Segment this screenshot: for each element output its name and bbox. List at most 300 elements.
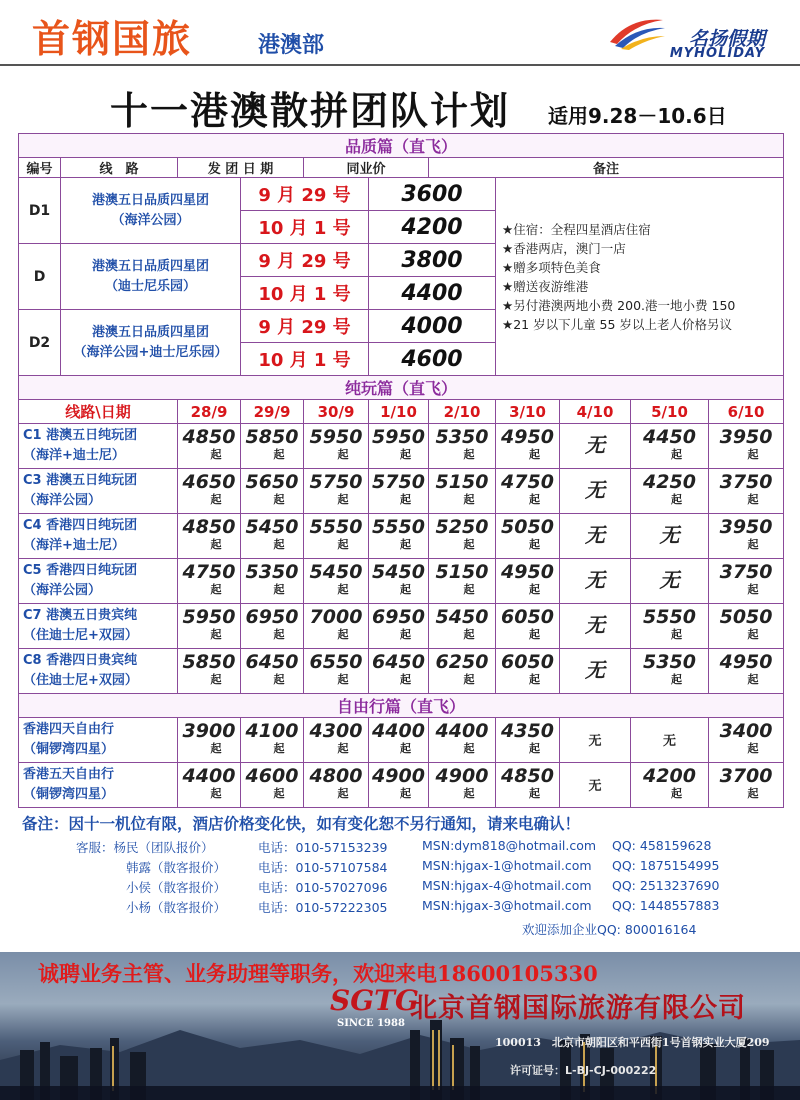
price-cell bbox=[178, 559, 241, 604]
trade-price: 4000 bbox=[369, 310, 496, 343]
price-cell bbox=[369, 604, 429, 649]
price-value: 5450 bbox=[309, 561, 363, 583]
note-item: ★住宿：全程四星酒店住宿 bbox=[502, 221, 651, 237]
company-banner bbox=[0, 952, 800, 1100]
price-cell bbox=[560, 649, 631, 694]
pure-row bbox=[19, 604, 784, 649]
price-cell bbox=[560, 469, 631, 514]
price-value: 5450 bbox=[435, 606, 489, 628]
price-suffix: 起 bbox=[273, 742, 285, 755]
price-suffix: 起 bbox=[463, 742, 475, 755]
pure-section-title: 纯玩篇（直飞） bbox=[19, 376, 784, 400]
price-suffix: 起 bbox=[463, 787, 475, 800]
price-value: 4750 bbox=[501, 471, 554, 493]
price-cell bbox=[709, 514, 784, 559]
price-suffix: 起 bbox=[210, 628, 222, 641]
tour-route bbox=[61, 244, 241, 310]
price-value: 6050 bbox=[501, 606, 554, 628]
price-cell bbox=[241, 559, 304, 604]
price-cell bbox=[496, 763, 560, 808]
price-cell bbox=[631, 718, 709, 763]
note-item: ★21 岁以下儿童 55 岁以上老人价格另议 bbox=[502, 316, 732, 332]
price-value: 5450 bbox=[372, 561, 425, 583]
route-name bbox=[19, 718, 178, 763]
price-cell bbox=[178, 424, 241, 469]
price-cell bbox=[178, 763, 241, 808]
price-value: 5550 bbox=[309, 516, 363, 538]
enterprise-qq: 欢迎添加企业QQ: 800016164 bbox=[522, 922, 697, 937]
date-column-header: 3/10 bbox=[496, 400, 560, 424]
price-cell bbox=[178, 604, 241, 649]
departure-date: 10 月 1 号 bbox=[241, 277, 369, 310]
price-value: 5950 bbox=[309, 426, 363, 448]
free-section-row bbox=[19, 694, 784, 718]
tour-code: D1 bbox=[19, 178, 61, 244]
brand-name: 首钢国旅 bbox=[32, 17, 193, 61]
date-range: 适用9.28－10.6日 bbox=[548, 104, 727, 128]
route-line-2: （海洋公园） bbox=[111, 212, 190, 228]
price-cell bbox=[241, 604, 304, 649]
contact-phone: 电话：010-57153239 bbox=[258, 840, 388, 855]
price-value: 5850 bbox=[245, 426, 299, 448]
price-suffix: 起 bbox=[529, 493, 540, 506]
route-name bbox=[19, 514, 178, 559]
price-value: 4600 bbox=[245, 765, 299, 787]
tour-route bbox=[61, 310, 241, 376]
price-value: 4300 bbox=[309, 720, 363, 742]
route-line-2: （海洋公园） bbox=[23, 493, 102, 508]
departure-date: 10 月 1 号 bbox=[241, 343, 369, 376]
route-line-1: C8 香港四日贵宾纯 bbox=[23, 653, 138, 668]
price-value: 4200 bbox=[643, 765, 696, 787]
price-cell bbox=[241, 718, 304, 763]
price-suffix: 起 bbox=[400, 583, 411, 596]
price-cell bbox=[560, 718, 631, 763]
price-cell bbox=[369, 763, 429, 808]
price-suffix: 起 bbox=[747, 493, 759, 506]
price-cell bbox=[709, 469, 784, 514]
price-value: 3950 bbox=[719, 516, 773, 538]
price-value: 6550 bbox=[309, 651, 363, 673]
price-cell bbox=[304, 604, 369, 649]
price-suffix: 起 bbox=[463, 538, 475, 551]
price-value: 5050 bbox=[719, 606, 773, 628]
price-value: 3900 bbox=[182, 720, 236, 742]
price-suffix: 起 bbox=[273, 628, 285, 641]
price-cell bbox=[304, 424, 369, 469]
tour-route bbox=[61, 178, 241, 244]
price-value: 4900 bbox=[435, 765, 489, 787]
price-suffix: 起 bbox=[463, 448, 475, 461]
price-suffix: 起 bbox=[273, 538, 285, 551]
price-suffix: 起 bbox=[210, 787, 222, 800]
date-column-header: 6/10 bbox=[709, 400, 784, 424]
route-name bbox=[19, 559, 178, 604]
price-suffix: 起 bbox=[747, 673, 759, 686]
price-cell bbox=[631, 604, 709, 649]
contact-phone: 电话：010-57107584 bbox=[258, 860, 388, 875]
price-value: 5050 bbox=[501, 516, 554, 538]
since-text: SINCE 1988 bbox=[337, 1018, 405, 1029]
pure-date-header-row bbox=[19, 400, 784, 424]
price-cell bbox=[631, 763, 709, 808]
price-value: 3400 bbox=[719, 720, 773, 742]
price-suffix: 起 bbox=[400, 673, 411, 686]
price-suffix: 起 bbox=[400, 742, 411, 755]
price-value: 4100 bbox=[245, 720, 299, 742]
price-value: 5850 bbox=[182, 651, 236, 673]
note-item: ★赠多项特色美食 bbox=[502, 259, 601, 275]
price-cell bbox=[631, 469, 709, 514]
price-cell bbox=[560, 604, 631, 649]
price-cell bbox=[369, 559, 429, 604]
contact-row bbox=[0, 838, 800, 858]
route-name bbox=[19, 763, 178, 808]
price-cell bbox=[709, 604, 784, 649]
route-line-1: C7 港澳五日贵宾纯 bbox=[23, 608, 138, 623]
price-suffix: 起 bbox=[337, 448, 349, 461]
price-suffix: 起 bbox=[463, 628, 475, 641]
contact-phone: 电话：010-57222305 bbox=[258, 900, 388, 915]
unavailable-mark: 无 bbox=[588, 778, 602, 794]
price-cell bbox=[369, 718, 429, 763]
contact-qq: QQ: 1448557883 bbox=[612, 898, 720, 913]
price-suffix: 起 bbox=[747, 538, 759, 551]
contact-msn[interactable]: MSN:hjgax-1@hotmail.com bbox=[422, 858, 592, 873]
price-suffix: 起 bbox=[671, 448, 682, 461]
route-line-2: （海洋+迪士尼） bbox=[23, 538, 125, 553]
pure-row bbox=[19, 649, 784, 694]
price-cell bbox=[304, 718, 369, 763]
price-cell bbox=[709, 559, 784, 604]
price-suffix: 起 bbox=[273, 493, 285, 506]
contact-msn[interactable]: MSN:dym818@hotmail.com bbox=[422, 838, 597, 853]
route-line-1: C5 香港四日纯玩团 bbox=[23, 563, 138, 578]
route-line-2: （海洋公园+迪士尼乐园） bbox=[73, 344, 228, 360]
pure-row bbox=[19, 559, 784, 604]
price-cell bbox=[178, 469, 241, 514]
unavailable-mark: 无 bbox=[585, 568, 605, 592]
price-cell bbox=[178, 649, 241, 694]
price-cell bbox=[304, 469, 369, 514]
departure-date: 9 月 29 号 bbox=[241, 310, 369, 343]
price-cell bbox=[496, 604, 560, 649]
price-value: 5350 bbox=[643, 651, 696, 673]
price-value: 6950 bbox=[372, 606, 425, 628]
price-cell bbox=[241, 763, 304, 808]
tour-code: D bbox=[19, 244, 61, 310]
price-value: 4400 bbox=[435, 720, 489, 742]
price-suffix: 起 bbox=[747, 448, 759, 461]
price-value: 5950 bbox=[182, 606, 236, 628]
contact-name: 小杨（散客报价） bbox=[126, 900, 227, 915]
trade-price: 4400 bbox=[369, 277, 496, 310]
route-line-1: 港澳五日品质四星团 bbox=[91, 324, 209, 340]
price-suffix: 起 bbox=[400, 787, 411, 800]
page-title: 十一港澳散拼团队计划 bbox=[110, 89, 511, 133]
trade-price: 3800 bbox=[369, 244, 496, 277]
quality-column-header: 备注 bbox=[429, 158, 784, 178]
price-suffix: 起 bbox=[463, 493, 475, 506]
route-line-2: （铜锣湾四星） bbox=[23, 742, 115, 757]
quality-section-title: 品质篇（直飞） bbox=[19, 134, 784, 158]
trade-price: 3600 bbox=[369, 178, 496, 211]
company-name: 北京首钢国际旅游有限公司 bbox=[410, 993, 746, 1024]
price-cell bbox=[429, 604, 496, 649]
price-cell bbox=[429, 559, 496, 604]
price-value: 4400 bbox=[182, 765, 236, 787]
price-cell bbox=[241, 469, 304, 514]
pure-row bbox=[19, 469, 784, 514]
price-cell bbox=[241, 514, 304, 559]
price-suffix: 起 bbox=[747, 628, 759, 641]
price-value: 5450 bbox=[245, 516, 299, 538]
route-line-2: （铜锣湾四星） bbox=[23, 787, 115, 802]
logo-cn-text: 名扬假期 bbox=[688, 28, 765, 50]
price-suffix: 起 bbox=[337, 538, 349, 551]
route-date-corner: 线路\日期 bbox=[19, 400, 178, 424]
pure-row bbox=[19, 424, 784, 469]
route-line-1: 港澳五日品质四星团 bbox=[91, 192, 209, 208]
price-value: 4750 bbox=[182, 561, 236, 583]
price-value: 5550 bbox=[372, 516, 425, 538]
price-value: 6450 bbox=[372, 651, 425, 673]
route-line-1: C3 港澳五日纯玩团 bbox=[23, 473, 138, 488]
price-cell bbox=[304, 649, 369, 694]
unavailable-mark: 无 bbox=[585, 523, 605, 547]
swoosh-icon bbox=[605, 12, 665, 52]
price-value: 4450 bbox=[643, 426, 696, 448]
price-value: 4850 bbox=[182, 426, 236, 448]
route-line-1: 香港四天自由行 bbox=[23, 722, 115, 737]
price-suffix: 起 bbox=[529, 742, 540, 755]
route-line-1: 香港五天自由行 bbox=[23, 767, 115, 782]
price-value: 5250 bbox=[435, 516, 489, 538]
route-name bbox=[19, 604, 178, 649]
price-value: 3750 bbox=[719, 561, 773, 583]
price-cell bbox=[369, 514, 429, 559]
price-value: 5150 bbox=[435, 471, 489, 493]
route-line-2: （迪士尼乐园） bbox=[104, 278, 196, 294]
date-column-header: 29/9 bbox=[241, 400, 304, 424]
price-cell bbox=[241, 424, 304, 469]
price-suffix: 起 bbox=[671, 493, 682, 506]
price-cell bbox=[709, 649, 784, 694]
trade-price: 4600 bbox=[369, 343, 496, 376]
price-suffix: 起 bbox=[273, 787, 285, 800]
price-suffix: 起 bbox=[273, 583, 285, 596]
price-value: 5650 bbox=[245, 471, 299, 493]
price-cell bbox=[241, 649, 304, 694]
price-cell bbox=[369, 469, 429, 514]
price-suffix: 起 bbox=[400, 448, 411, 461]
unavailable-mark: 无 bbox=[588, 733, 602, 749]
quality-section-row bbox=[19, 134, 784, 158]
date-column-header: 30/9 bbox=[304, 400, 369, 424]
note-item: ★香港两店，澳门一店 bbox=[502, 240, 626, 256]
pure-section-row bbox=[19, 376, 784, 400]
price-cell bbox=[709, 718, 784, 763]
price-suffix: 起 bbox=[273, 448, 285, 461]
free-row bbox=[19, 763, 784, 808]
price-cell bbox=[631, 514, 709, 559]
price-suffix: 起 bbox=[400, 493, 411, 506]
contact-row bbox=[0, 858, 800, 878]
price-suffix: 起 bbox=[337, 787, 349, 800]
price-cell bbox=[429, 469, 496, 514]
price-suffix: 起 bbox=[529, 538, 540, 551]
price-value: 4250 bbox=[643, 471, 696, 493]
route-line-1: 港澳五日品质四星团 bbox=[91, 258, 209, 274]
contact-row bbox=[0, 878, 800, 898]
date-column-header: 2/10 bbox=[429, 400, 496, 424]
price-cell bbox=[560, 559, 631, 604]
quality-column-header: 发 团 日 期 bbox=[178, 158, 304, 178]
notes-cell bbox=[496, 178, 784, 376]
quality-column-header: 同业价 bbox=[304, 158, 429, 178]
myholiday-logo bbox=[605, 8, 785, 61]
route-line-2: （住迪士尼+双园） bbox=[23, 628, 138, 643]
price-cell bbox=[631, 424, 709, 469]
price-cell bbox=[429, 424, 496, 469]
price-cell bbox=[496, 559, 560, 604]
price-cell bbox=[369, 424, 429, 469]
price-suffix: 起 bbox=[529, 448, 540, 461]
pure-row bbox=[19, 514, 784, 559]
price-value: 7000 bbox=[309, 606, 363, 628]
price-suffix: 起 bbox=[210, 493, 222, 506]
quality-row bbox=[19, 178, 784, 211]
date-column-header: 28/9 bbox=[178, 400, 241, 424]
unavailable-mark: 无 bbox=[585, 613, 605, 637]
price-cell bbox=[560, 514, 631, 559]
route-line-1: C4 香港四日纯玩团 bbox=[23, 518, 138, 533]
free-section-title: 自由行篇（直飞） bbox=[19, 694, 784, 718]
unavailable-mark: 无 bbox=[585, 658, 605, 682]
route-name bbox=[19, 469, 178, 514]
company-logo-sign: SGTG bbox=[330, 984, 419, 1017]
price-suffix: 起 bbox=[210, 448, 222, 461]
price-cell bbox=[631, 559, 709, 604]
company-address: 100013 北京市朝阳区和平西街1号首钢实业大厦209 bbox=[495, 1036, 770, 1049]
price-suffix: 起 bbox=[337, 742, 349, 755]
date-column-header: 1/10 bbox=[369, 400, 429, 424]
unavailable-mark: 无 bbox=[585, 478, 605, 502]
price-cell bbox=[709, 424, 784, 469]
contact-name: 小侯（散客报价） bbox=[126, 880, 227, 895]
price-cell bbox=[496, 469, 560, 514]
price-value: 4950 bbox=[719, 651, 773, 673]
contact-msn[interactable]: MSN:hjgax-3@hotmail.com bbox=[422, 898, 592, 913]
date-column-header: 4/10 bbox=[560, 400, 631, 424]
date-column-header: 5/10 bbox=[631, 400, 709, 424]
price-value: 5350 bbox=[435, 426, 489, 448]
price-value: 5150 bbox=[435, 561, 489, 583]
price-suffix: 起 bbox=[400, 628, 411, 641]
price-value: 5550 bbox=[643, 606, 696, 628]
price-cell bbox=[429, 649, 496, 694]
price-suffix: 起 bbox=[529, 583, 540, 596]
note-item: ★赠送夜游维港 bbox=[502, 278, 589, 294]
price-suffix: 起 bbox=[210, 742, 222, 755]
route-name bbox=[19, 424, 178, 469]
price-suffix: 起 bbox=[671, 673, 682, 686]
remark-text: 备注：因十一机位有限，酒店价格变化快，如有变化恕不另行通知，请来电确认！ bbox=[22, 815, 581, 833]
price-cell bbox=[429, 514, 496, 559]
departure-date: 10 月 1 号 bbox=[241, 211, 369, 244]
price-value: 3750 bbox=[719, 471, 773, 493]
tour-code: D2 bbox=[19, 310, 61, 376]
price-suffix: 起 bbox=[210, 538, 222, 551]
price-value: 5950 bbox=[372, 426, 425, 448]
quality-header-row bbox=[19, 158, 784, 178]
price-value: 3700 bbox=[719, 765, 773, 787]
recruitment-text: 诚聘业务主管、业务助理等职务，欢迎来电18600105330 bbox=[38, 961, 598, 986]
logo-en-text: MYHOLIDAY bbox=[669, 46, 765, 61]
price-suffix: 起 bbox=[210, 583, 222, 596]
trade-price: 4200 bbox=[369, 211, 496, 244]
departure-date: 9 月 29 号 bbox=[241, 178, 369, 211]
price-suffix: 起 bbox=[400, 538, 411, 551]
price-value: 4850 bbox=[501, 765, 554, 787]
price-cell bbox=[560, 763, 631, 808]
price-suffix: 起 bbox=[747, 742, 759, 755]
price-cell bbox=[560, 424, 631, 469]
price-suffix: 起 bbox=[337, 493, 349, 506]
price-value: 5750 bbox=[372, 471, 425, 493]
price-cell bbox=[496, 514, 560, 559]
quality-column-header: 线 路 bbox=[61, 158, 178, 178]
price-value: 3950 bbox=[719, 426, 773, 448]
price-cell bbox=[429, 763, 496, 808]
unavailable-mark: 无 bbox=[585, 433, 605, 457]
price-table bbox=[18, 133, 784, 808]
note-item: ★另付港澳两地小费 200.港一地小费 150 bbox=[502, 297, 736, 313]
price-suffix: 起 bbox=[273, 673, 285, 686]
route-line-2: （住迪士尼+双园） bbox=[23, 673, 138, 688]
price-suffix: 起 bbox=[529, 673, 540, 686]
department-name: 港澳部 bbox=[258, 33, 325, 58]
contact-msn[interactable]: MSN:hjgax-4@hotmail.com bbox=[422, 878, 592, 893]
price-value: 4950 bbox=[501, 426, 554, 448]
contact-row bbox=[0, 898, 800, 918]
unavailable-mark: 无 bbox=[659, 568, 680, 592]
unavailable-mark: 无 bbox=[662, 733, 676, 749]
route-name bbox=[19, 649, 178, 694]
price-value: 4800 bbox=[309, 765, 363, 787]
contact-name: 客服：杨民（团队报价） bbox=[76, 840, 214, 855]
contact-qq: QQ: 1875154995 bbox=[612, 858, 720, 873]
price-suffix: 起 bbox=[337, 673, 349, 686]
price-cell bbox=[631, 649, 709, 694]
price-suffix: 起 bbox=[747, 787, 759, 800]
unavailable-mark: 无 bbox=[659, 523, 680, 547]
price-suffix: 起 bbox=[529, 787, 540, 800]
price-value: 4650 bbox=[182, 471, 236, 493]
quality-column-header: 编号 bbox=[19, 158, 61, 178]
contact-qq: QQ: 2513237690 bbox=[612, 878, 720, 893]
price-cell bbox=[369, 649, 429, 694]
price-value: 4850 bbox=[182, 516, 236, 538]
price-value: 6950 bbox=[245, 606, 299, 628]
price-suffix: 起 bbox=[463, 583, 475, 596]
price-value: 6050 bbox=[501, 651, 554, 673]
price-suffix: 起 bbox=[529, 628, 540, 641]
contact-qq: QQ: 458159628 bbox=[612, 838, 712, 853]
header bbox=[0, 0, 800, 66]
price-value: 5750 bbox=[309, 471, 363, 493]
price-cell bbox=[496, 649, 560, 694]
